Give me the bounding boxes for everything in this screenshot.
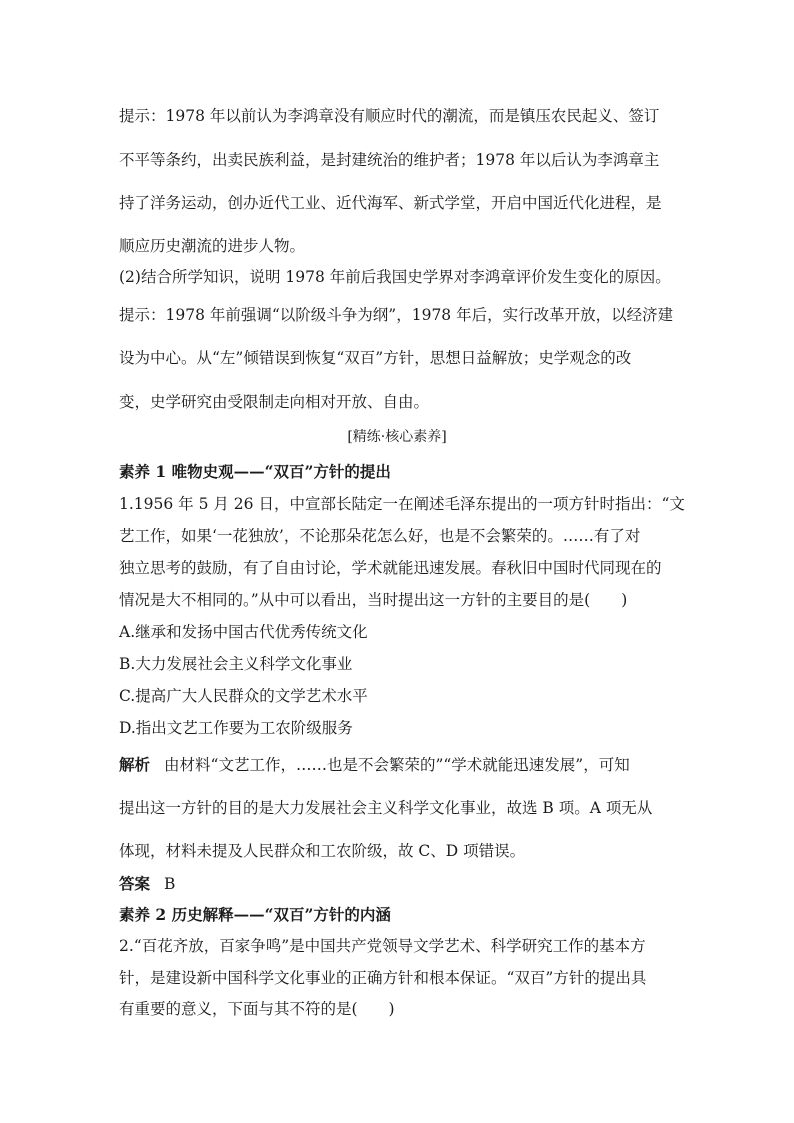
s1-question-line-4: 情况是大不相同的。”从中可以看出，当时提出这一方针的主要目的是( ) (119, 591, 628, 609)
answer-value: B (164, 875, 176, 893)
s1-question-line-1: 1.1956 年 5 月 26 日，中宣部长陆定一在阐述毛泽东提出的一项方针时指出：“文 (119, 495, 685, 513)
s1-option-a: A.继承和发扬中国古代优秀传统文化 (119, 623, 368, 641)
hint1-line-3: 持了洋务运动，创办近代工业、近代海军、新式学堂，开启中国近代化进程，是 (119, 194, 662, 212)
hint2-line-2: 设为中心。从“左”倾错误到恢复“双百”方针，思想日益解放；史学观念的改 (119, 349, 632, 367)
question-2: (2)结合所学知识，说明 1978 年前后我国史学界对李鸿章评价发生变化的原因。 (119, 268, 671, 286)
s1-analysis-line-2: 提出这一方针的目的是大力发展社会主义科学文化事业，故选 B 项。A 项无从 (119, 799, 653, 817)
hint1-line-2: 不平等条约，出卖民族利益，是封建统治的维护者；1978 年以后认为李鸿章主 (119, 151, 660, 169)
analysis-label: 解析 (119, 755, 151, 774)
hint2-line-3: 变，史学研究由受限制走向相对开放、自由。 (119, 393, 430, 411)
s1-heading: 素养 1 唯物史观——“双百”方针的提出 (119, 462, 391, 481)
hint1-line-4: 顺应历史潮流的进步人物。 (119, 237, 306, 255)
s1-option-b: B.大力发展社会主义科学文化事业 (119, 655, 353, 673)
s1-option-c: C.提高广大人民群众的文学艺术水平 (119, 687, 368, 705)
s2-question-line-2: 针，是建设新中国科学文化事业的正确方针和根本保证。“双百”方针的提出具 (119, 969, 647, 987)
s1-question-line-3: 独立思考的鼓励，有了自由讨论，学术就能迅速发展。春秋旧中国时代同现在的 (119, 559, 662, 577)
s1-option-d: D.指出文艺工作要为工农阶级服务 (119, 719, 353, 737)
s1-question-line-2: 艺工作，如果‘一花独放’，不论那朵花怎么好，也是不会繁荣的。……有了对 (119, 527, 641, 545)
s1-analysis-line-1 (119, 755, 679, 775)
s1-analysis-line-3: 体现，材料未提及人民群众和工农阶级，故 C、D 项错误。 (119, 842, 526, 860)
s2-question-line-1: 2.“百花齐放，百家争鸣”是中国共产党领导文学艺术、科学研究工作的基本方 (119, 937, 646, 955)
hint1-line-1: 提示：1978 年以前认为李鸿章没有顺应时代的潮流，而是镇压农民起义、签订 (119, 107, 660, 125)
hint2-line-1: 提示：1978 年前强调“以阶级斗争为纲”，1978 年后，实行改革开放，以经济建 (119, 306, 674, 324)
analysis-text-1: 由材料“文艺工作，……也是不会繁荣的”“学术就能迅速发展”，可知 (164, 756, 630, 774)
s2-question-line-3: 有重要的意义，下面与其不符的是( ) (119, 1000, 395, 1018)
s1-answer (119, 874, 679, 894)
answer-label: 答案 (119, 874, 151, 893)
section-title: [精练·核心素养] (347, 429, 447, 445)
s2-heading: 素养 2 历史解释——“双百”方针的内涵 (119, 905, 391, 924)
